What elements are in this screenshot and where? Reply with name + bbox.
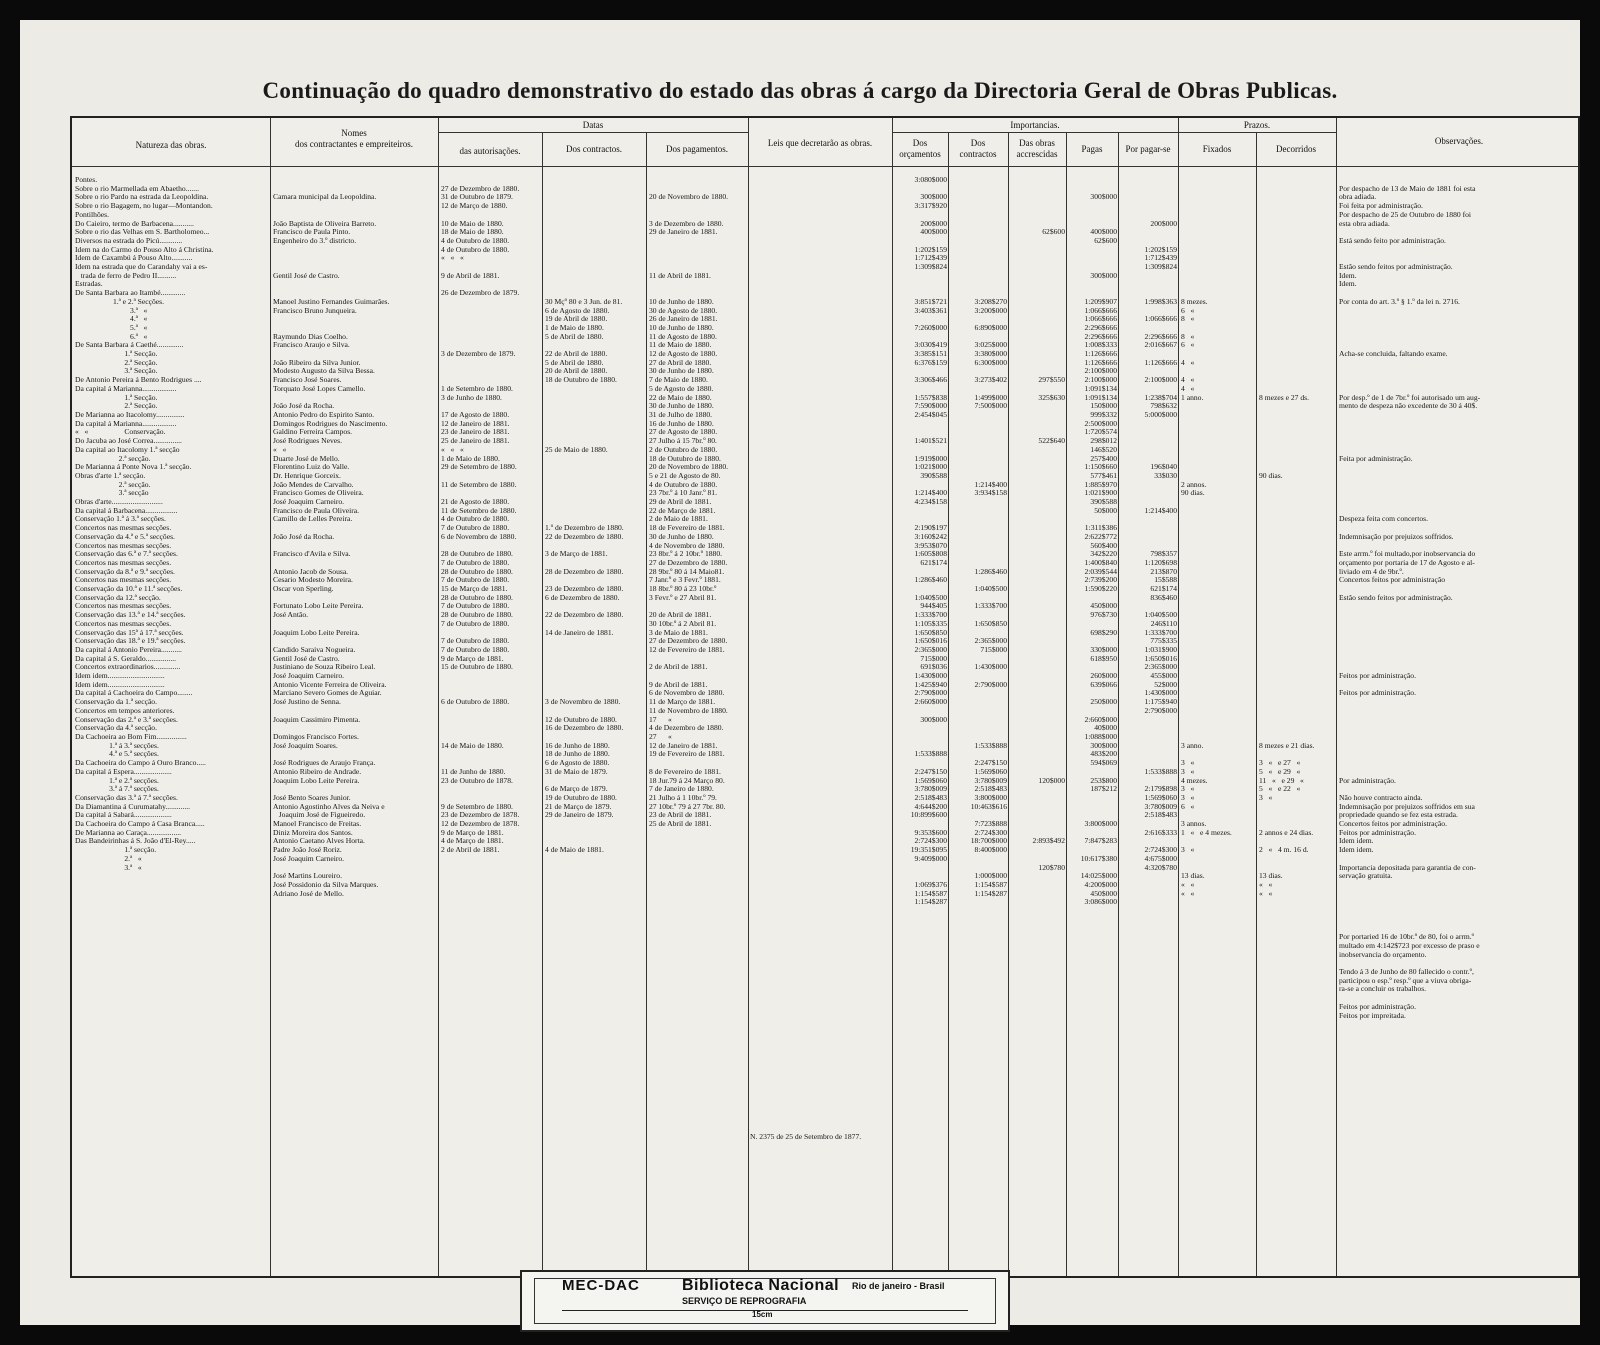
header-divider: [892, 132, 1178, 133]
header-nomes: Nomes dos contractantes e empreiteiros.: [295, 128, 413, 149]
column-datas-contractos: 30 Mçº 80 e 3 Jun. de 81. 6 de Agosto de 1880. 19 de Abril de 1880. 1 de Maio de 1880. 5 de Abril de 1880. 22 de Abril de 1880. 5 de Abril de 1880. 20 de Abril de 1880. 18 de Outubro de 1880. 25 de Maio de 1880. 1.º de Dezembro de 1880. 22 de Dezembro de 1880. 3 de Março de 1881. 28 de Dezembro de 1880. 23 de Dezembro de 1880. 6 de Dezembro de 1880. 22 de Dezembro de 1880. 14 de Janeiro de 1881. 3 de Novembro de 1880. 12 de Outubro de 1880. 16 de Dezembro de 1880. 16 de Junho de 1880. 18 de Junho de 1880. 6 de Agosto de 1880. 31 de Maio de 1879. 6 de Março de 1879. 19 de Outubro de 1880. 21 de Março de 1879. 29 de Janeiro de 1879. 4 de Maio de 1881.: [545, 296, 624, 855]
col-sep: [948, 132, 949, 1276]
col-sep: [438, 118, 439, 1276]
column-imp-por-pagar: 200$000 1:202$159 1:712$439 1:309$824 1:998$363 1:066$666 2:296$666 2:016$667 1:126$666 2:100$000 1:238$704 798$632 5:000$000 196$040 33$030 1:214$400 798$357 1:120$698 213$870 15$588 621$174 836$460 1:040$500 246$110 1:333$700 775$335 1:031$900 1:650$016 2:365$000 455$000 52$000 1:430$000 1:175$940 2:790$000 1:533$888 2:179$898 1:569$060 3:780$009 2:518$483 2:616$333 2:724$300 4:675$000 4:320$780: [1144, 218, 1177, 872]
column-prazos-fixados: 8 mezes. 6 « 8 « 8 « 6 « 4 « 4 « 4 « 1 anno. 2 annos. 90 dias. 3 anno. 3 « 3 « 4 mezes. 3 « 3 « 6 « 3 annos. 1 « e 4 mezes. 3 « 13 dias. « « « «: [1181, 296, 1232, 898]
column-imp-orcamentos: 3:080$000 300$000 3:317$920 200$000 400$000 1:202$159 1:712$439 1:309$824 3:851$721 3:403$361 7:260$000 3:030$419 3:385$151 6:376$159 3:306$466 1:557$838 7:590$000 2:454$045 1:401$521 1:919$000 1:021$000 390$588 1:214$400 4:234$158 2:190$197 3:160$242 3:953$070 1:605$808 621$174 1:286$460 1:040$500 944$405 1:333$700 1:105$335 1:650$850 1:650$016 2:365$000 715$000 691$036 1:430$000 1:425$940 2:790$000 2:660$000 300$000 1:533$888 2:247$150 1:569$060 3:780$009 2:518$483 4:644$200 10:899$600 9:353$600 2:724$300 19:351$095 9:409$000 1:069$376 1:154$587 1:154$287: [910, 176, 947, 907]
column-imp-accrescidas: 62$600 297$550 325$630 522$640 120$000 2:893$492 120$780: [1032, 227, 1065, 872]
header-imp-orcamentos: Dos orçamentos: [899, 138, 941, 159]
header-natureza: Natureza das obras.: [135, 140, 207, 150]
stamp-service: SERVIÇO DE REPROGRAFIA: [682, 1296, 807, 1306]
header-bottom-rule: [72, 166, 1578, 167]
col-sep: [1008, 132, 1009, 1276]
header-leis: Leis que decretarão as obras.: [767, 138, 873, 148]
col-sep: [748, 118, 749, 1276]
header-divider: [1178, 132, 1336, 133]
header-imp-accrescidas: Das obras accrescidas: [1016, 138, 1058, 159]
col-sep: [1336, 118, 1337, 1276]
table-frame: [70, 116, 1580, 1278]
col-sep: [1118, 132, 1119, 1276]
col-sep: [1066, 132, 1067, 1276]
library-stamp: [520, 1270, 1010, 1332]
header-datas-contractos: Dos contractos.: [566, 144, 622, 154]
header-datas-autorisacoes: das autorisações.: [459, 146, 521, 156]
header-prazos-fixados: Fixados: [1202, 144, 1232, 154]
header-observacoes: Observações.: [1434, 136, 1484, 146]
header-prazos-decorridos: Decorridos: [1276, 144, 1316, 154]
header-imp-pagas: Pagas: [1081, 144, 1103, 154]
header-imp-por-pagar: Por pagar-se: [1125, 144, 1171, 154]
col-sep: [1178, 118, 1179, 1276]
document-sheet: [20, 20, 1580, 1325]
page-title: Continuação do quadro demonstrativo do estado das obras á cargo da Directoria Geral de Obras Publicas.: [262, 78, 1338, 103]
header-prazos: Prazos.: [1243, 120, 1271, 130]
stamp-library: Biblioteca Nacional: [682, 1277, 840, 1294]
column-datas-pagamentos: 20 de Novembro de 1880. 3 de Dezembro de 1880. 29 de Janeiro de 1881. 11 de Abril de 1881. 10 de Junho de 1880. 30 de Agosto de 1880. 26 de Janeiro de 1881. 10 de Junho de 1880. 11 de Agosto de 1880. 11 de Maio de 1880. 12 de Agosto de 1880. 27 de Abril de 1880. 30 de Junho de 1880. 7 de Maio de 1880. 5 de Agosto de 1880. 22 de Maio de 1880. 30 de Junho de 1880. 31 de Julho de 1880. 16 de Junho de 1880. 27 de Agosto de 1880. 27 Julho á 15 7br.º 80. 2 de Outubro de 1880. 18 de Outubro de 1880. 20 de Novembro de 1880. 5 e 21 de Agosto de 80. 4 de Outubro de 1880. 23 7br.º á 10 Janr.º 81. 29 de Abril de 1881. 22 de Março de 1881. 2 de Maio de 1881. 18 de Fevereiro de 1881. 30 de Junho de 1880. 4 de Novembro de 1880. 23 8br.º á 2 10br.º 1880. 27 de Dezembro de 1880. 28 9br.º 80 á 14 Maio81. 7 Janr.º e 3 Fevr.º 1881. 18 8br.º 80 á 23 10br.º 3 Fevr.º e 27 Abril 81. 20 de Abril de 1881. 30 10br.º á 2 Abril 81. 3 de Maio de 1881. 27 de Dezembro de 1880. 12 de Fevereiro de 1881. 2 de Abril de 1881. 9 de Abril de 1881. 6 de Novembro de 1880. 11 de Março de 1881. 11 de Novembro de 1880. 17 « 4 de Dezembro de 1880. 27 « 12 de Janeiro de 1881. 19 de Fevereiro de 1881. 8 de Fevereiro de 1881. 18 Jur.79 á 24 Março 80. 7 de Janeiro de 1880. 21 Julho á 1 10br.º 79. 27 10br.º 79 á 27 7br. 80. 23 de Abril de 1881. 25 de Abril de 1881.: [649, 192, 729, 829]
column-imp-contractos: 3:208$270 3:200$000 6:890$000 3:025$000 3:380$000 6:300$000 3:273$402 1:499$000 7:500$000 1:214$400 3:934$158 1:286$460 1:040$500 1:333$700 1:650$850 2:365$000 715$000 1:430$000 2:790$000 1:533$888 2:247$150 1:569$060 3:780$009 2:518$483 3:800$000 10:463$616 7:723$888 2:724$300 18:700$000 8:400$000 1:000$000 1:154$587 1:154$287: [970, 296, 1007, 898]
header-importancias: Importancias.: [1010, 120, 1060, 130]
col-sep: [646, 132, 647, 1276]
col-sep: [542, 132, 543, 1276]
column-leis: N. 2375 de 25 de Setembro de 1877.: [750, 1132, 862, 1142]
header-divider: [438, 132, 748, 133]
column-datas-autorisacoes: 27 de Dezembro de 1880. 31 de Outubro de 1879. 12 de Março de 1880. 10 de Maio de 1880. 18 de Maio de 1880. 4 de Outubro de 1880. 4 de Outubro de 1880. « « « 9 de Abril de 1881. 26 de Dezembro de 1879. 3 de Dezembro de 1879. 1 de Setembro de 1880. 3 de Junho de 1880. 17 de Agosto de 1880. 12 de Janeiro de 1881. 23 de Janeiro de 1881. 25 de Janeiro de 1881. « « « 1 de Maio de 1880. 29 de Setembro de 1880. 11 de Setembro de 1880. 21 de Agosto de 1880. 11 de Setembro de 1880. 4 de Outubro de 1880. 7 de Outubro de 1880. 6 de Novembro de 1880. 28 de Outubro de 1880. 7 de Outubro de 1880. 28 de Outubro de 1880. 7 de Outubro de 1880. 15 de Março de 1881. 28 de Outubro de 1880. 7 de Outubro de 1880. 28 de Outubro de 1880. 7 de Outubro de 1880. 7 de Outubro de 1880. 7 de Outubro de 1880. 9 de Março de 1881. 15 de Outubro de 1880. 6 de Outubro de 1880. 14 de Maio de 1880. 11 de Junho de 1880. 23 de Outubro de 1878. 9 de Setembro de 1880. 23 de Dezembro de 1878. 12 de Dezembro de 1878. 9 de Março de 1881. 4 de Março de 1881. 2 de Abril de 1881.: [441, 183, 520, 855]
stamp-city: Rio de janeiro - Brasil: [852, 1281, 945, 1291]
column-imp-pagas: 300$000 400$000 62$600 300$000 1:209$907 1:066$666 1:066$666 2:296$666 2:296$666 1:008$333 1:126$666 1:126$666 2:100$000 2:100$000 1:091$134 1:091$134 150$000 999$332 2:500$000 1:720$574 298$012 146$520 257$400 1:150$660 577$461 1:885$970 1:021$900 390$588 50$000 1:311$386 2:622$772 560$400 342$220 1:400$840 2:039$544 2:739$200 1:590$220 450$000 976$730 698$290 330$000 618$950 260$000 639$066 250$000 2:660$000 40$000 1:088$000 300$000 483$200 594$069 253$800 187$212 3:800$000 7:847$283 10:617$380 14:025$000 4:200$000 450$000 3:086$000: [1080, 192, 1117, 907]
header-imp-contractos: Dos contractos: [959, 138, 997, 159]
column-natureza: Pontes. Sobre o rio Marmellada em Abaetho....... Sobre o rio Pardo na estrada da Leopoldina. Sobre o rio Bagagem, no lugar—Montandon. Pontilhões. Do Caieiro, termo de Barbacena........... Sobre o rio das Velhas em S. Bartholomeo... Diversos na estrada do Picú............ Idem na do Carmo do Pouso Alto á Christina. Idem de Caxambú á Pouso Alto........... Idem na estrada que do Carandahy vai a es- trada de ferro de Pedro II.......... Estradas. De Santa Barbara ao Itambé............. 1.ª e 2.ª Secções. 3.ª « 4.ª « 5.ª « 6.ª « De Santa Barbara á Caethé.............. 1.ª Secção. 2.ª Secção. 3.ª Secção. De Antonio Pereira á Bento Rodrigues .... Da capital á Marianna.................. 1.ª Secção. 2.ª Secção. De Marianna ao Itacolomy............... Da capital á Marianna.................. « « Conservação. Do Jacuba ao José Correa............... Da capital ao Itacolomy 1.ª secção 2.ª secção. De Marianna á Ponte Nova 1.ª secção. Obras d'arte 1.ª secção. 2.ª secção. 3.ª secção Obras d'arte........................... Da capital á Barbacena................. Conservação 1.ª á 3.ª secções. Concertos nas mesmas secções. Conservação da 4.ª e 5.ª secções. Concertos nas mesmas secções. Conservação das 6.ª e 7.ª secções. Concertos nas mesmas secções. Conservação da 8.ª e 9.ª secções. Concertos nas mesmas secções. Conservação da 10.ª e 11.ª secções. Conservação da 12.ª secção. Concertos nas mesmas secções. Conservação das 13.ª e 14.ª secções. Concertos nas mesmas secções. Conservação das 15ª á 17.ª secções. Conservação das 18.ª e 19.ª secções. Da capital á Antonio Pereira........... Da capital á S. Geraldo................ Concertos extraordinarios.............. Idem idem.............................. Idem idem.............................. Da capital á Cachoeira do Campo........ Conservação da 1.ª secção. Concertos em tempos anteriores. Conservação das 2.ª e 3.ª secções. Conservação da 4.ª secção. Da Cachoeira ao Bom Fim................ 1.ª á 3.ª secções. 4.ª e 5.ª secções. Da Cachoeira do Campo á Ouro Branco..... Da capital á Espera.................... 1.ª e 2.ª secções. 3.ª á 7.ª secções. Conservação das 3.ª á 7.ª secções. Da Diamantina á Curumatahy............. Da capital á Sabará.................... Da Cachoeira do Campo á Casa Branca..... De Marianna ao Caraça.................. Das Bandeirinhas á S. João d'El-Rey..... 1.ª secção. 2.ª « 3.ª «: [75, 176, 214, 872]
column-observacoes: Por despacho de 13 de Maio de 1881 foi esta obra adiada. Foi feita por administração. Por despacho de 25 de Outubro de 1880 foi esta obra adiada. Está sendo feito por administração. Estão sendo feitos por administração. Idem. Idem. Por conta do art. 3.º § 1.º da lei n. 2716. Acha-se concluida, faltando exame. Por desp.º de 1 de 7br.º foi autorisado um aug- mento de despeza não excedente de 30 á 40$. Feita por administração. Despeza feita com concertos. Indemnisação por prejuizos soffridos. Este arrm.º foi multado,por inobservancia do orçamento por portaria de 17 de Agosto e al- liviado em 4 de 9br.º. Concertos feitos por administração Estão sendo feitos por administração. Feitos por administração. Feitos por administração. Por administração. Não houve contracto ainda. Indemnisação por prejuizos soffridos em sua propriedade quando se fez esta estrada. Concertos feitos por administração. Feitos por administração. Idem idem. Idem idem. Importancia depositada para garantia de con- servação gratuita. Por portaried 16 de 10br.º de 80, foi o arrm.º multado em 4:142$723 por excesso de praso e inobservancia do orçamento. Tendo á 3 de Junho de 80 fallecido o contr.º, participou o esp.º resp.º que a viuva obriga- ra-se a concluir os trabalhos. Feitos por administração. Feitos por impreitada.: [1339, 183, 1481, 1020]
col-sep: [1256, 132, 1257, 1276]
header-datas-pagamentos: Dos pagamentos.: [666, 144, 728, 154]
stamp-scale-label: 15cm: [752, 1310, 773, 1319]
stamp-org: MEC-DAC: [562, 1277, 640, 1294]
col-sep: [270, 118, 271, 1276]
column-nomes: Camara municipal da Leopoldina. João Baptista de Oliveira Barreto. Francisco de Paula Pinto. Engenheiro do 3.º districto. Gentil José de Castro. Manoel Justino Fernandes Guimarães. Francisco Bruno Junqueira. Raymundo Dias Coelho. Francisco Araujo e Silva. João Ribeiro da Silva Junior. Modesto Augusto da Silva Bessa. Francisco José Soares. Torquato José Lopes Camello. João José da Rocha. Antonio Pedro do Espirito Santo. Domingos Rodrigues do Nascimento. Galdino Ferreira Campos. José Rodrigues Neves. « « Duarte José de Mello. Florentino Luiz do Valle. Dr. Henrique Gorceix. João Mendes de Carvalho. Francisco Gomes de Oliveira. José Joaquim Carneiro. Francisco de Paula Oliveira. Camillo de Lelles Pereira. João José da Rocha. Francisco d'Avila e Silva. Antonio Jacob de Sousa. Cesario Modesto Moreira. Oscar von Sperling. Fortunato Lobo Leite Pereira. José Antão. Joaquim Lobo Leite Pereira. Candido Saraiva Nogueira. Gentil José de Castro. Justiniano de Souza Ribeiro Leal. José Joaquim Carneiro. Antonio Vicente Ferreira de Oliveira. Marciano Severo Gomes de Aguiar. José Justino de Senna. Joaquim Cassimiro Pimenta. Domingos Francisco Fortes. José Joaquim Soares. José Rodrigues de Araujo França. Antonio Ribeiro de Andrade. Joaquim Lobo Leite Pereira. José Bento Soares Junior. Antonio Agostinho Alves da Neiva e Joaquim José de Figueiredo. Manoel Francisco de Freitas. Diniz Moreira dos Santos. Antonio Caetano Alves Horta. Padre João José Roriz. José Joaquim Carneiro. José Martins Loureiro. José Possidonio da Silva Marques. Adriano José de Mello.: [273, 192, 390, 898]
header-datas: Datas: [582, 120, 604, 130]
col-sep: [892, 118, 893, 1276]
column-prazos-decorridos: 8 mezes e 27 ds. 90 dias. 8 mezes e 21 dias. 3 « e 27 « 5 « e 29 « 11 « e 29 « 5 « e 22 « 3 « 2 annos e 24 dias. 2 « 4 m. 16 d. 13 dias. « « « «: [1259, 392, 1315, 898]
